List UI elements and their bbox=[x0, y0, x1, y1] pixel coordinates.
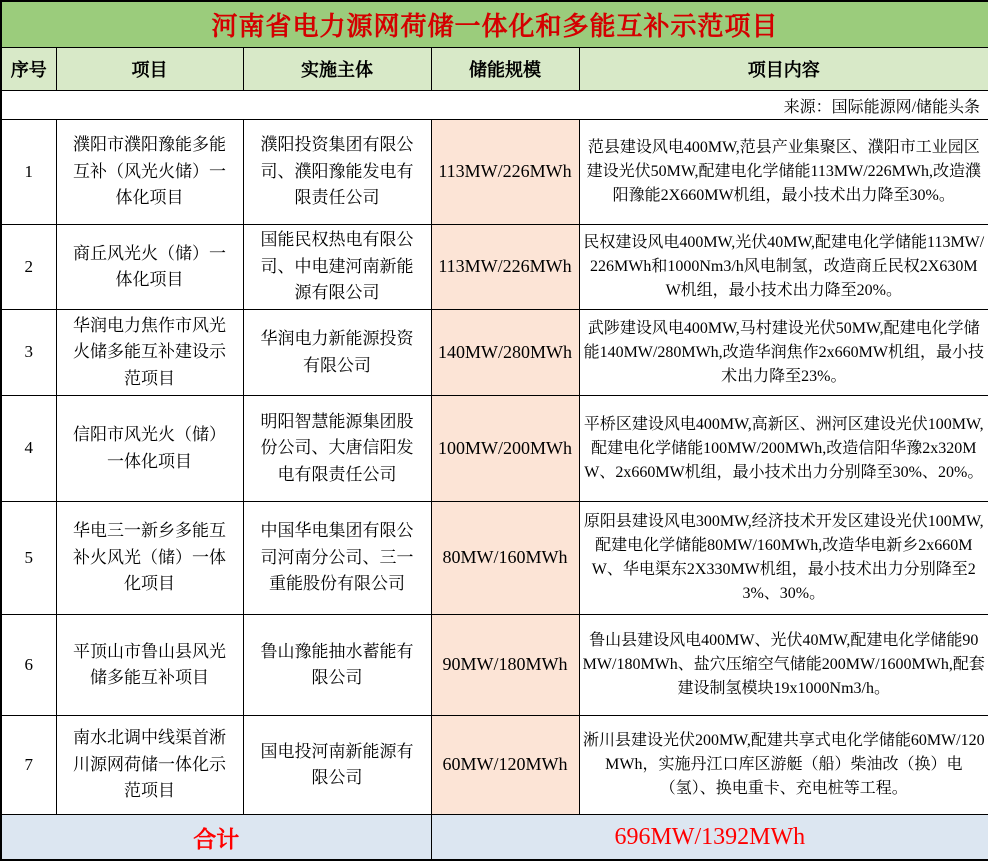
project-name: 华润电力焦作市风光火储多能互补建设示范项目 bbox=[56, 310, 243, 396]
storage-capacity: 100MW/200MWh bbox=[431, 396, 579, 502]
project-name: 濮阳市濮阳豫能多能互补（风光火储）一体化项目 bbox=[56, 120, 243, 225]
storage-capacity: 60MW/120MWh bbox=[431, 716, 579, 815]
table-row bbox=[1, 396, 988, 502]
column-header-entity: 实施主体 bbox=[243, 48, 431, 91]
storage-capacity: 140MW/280MWh bbox=[431, 310, 579, 396]
column-header-index: 序号 bbox=[1, 48, 56, 91]
table-row bbox=[1, 120, 988, 225]
project-content: 范县建设风电400MW,范县产业集聚区、濮阳市工业园区建设光伏50MW,配建电化学储能113MW/226MWh,改造濮阳豫能2X660MW机组，最小技术出力降至30%。 bbox=[579, 120, 988, 225]
page-title: 河南省电力源网荷储一体化和多能互补示范项目 bbox=[1, 1, 988, 48]
project-name: 信阳市风光火（储）一体化项目 bbox=[56, 396, 243, 502]
implementing-entity: 濮阳投资集团有限公司、濮阳豫能发电有限责任公司 bbox=[243, 120, 431, 225]
title-row bbox=[1, 1, 988, 48]
footer-row bbox=[1, 815, 988, 861]
project-name: 商丘风光火（储）一体化项目 bbox=[56, 225, 243, 310]
implementing-entity: 中国华电集团有限公司河南分公司、三一重能股份有限公司 bbox=[243, 502, 431, 615]
table-row bbox=[1, 716, 988, 815]
row-index: 4 bbox=[1, 396, 56, 502]
implementing-entity: 华润电力新能源投资有限公司 bbox=[243, 310, 431, 396]
header-row bbox=[1, 48, 988, 91]
project-content: 鲁山县建设风电400MW、光伏40MW,配建电化学储能90MW/180MWh、盐穴压缩空气储能200MW/1600MWh,配套建设制氢模块19x1000Nm3/h。 bbox=[579, 615, 988, 716]
row-index: 7 bbox=[1, 716, 56, 815]
project-name: 南水北调中线渠首淅川源网荷储一体化示范项目 bbox=[56, 716, 243, 815]
table-row bbox=[1, 615, 988, 716]
project-content: 武陟建设风电400MW,马村建设光伏50MW,配建电化学储能140MW/280MWh,改造华润焦作2x660MW机组，最小技术出力降至23%。 bbox=[579, 310, 988, 396]
row-index: 2 bbox=[1, 225, 56, 310]
storage-capacity: 113MW/226MWh bbox=[431, 120, 579, 225]
column-header-capacity: 储能规模 bbox=[431, 48, 579, 91]
project-name: 华电三一新乡多能互补火风光（储）一体化项目 bbox=[56, 502, 243, 615]
column-header-content: 项目内容 bbox=[579, 48, 988, 91]
total-value: 696MW/1392MWh bbox=[431, 815, 988, 861]
storage-capacity: 90MW/180MWh bbox=[431, 615, 579, 716]
source-row bbox=[1, 91, 988, 120]
total-label: 合计 bbox=[1, 815, 431, 861]
implementing-entity: 国能民权热电有限公司、中电建河南新能源有限公司 bbox=[243, 225, 431, 310]
storage-capacity: 113MW/226MWh bbox=[431, 225, 579, 310]
source-note: 来源：国际能源网/储能头条 bbox=[1, 91, 988, 120]
column-header-project: 项目 bbox=[56, 48, 243, 91]
implementing-entity: 明阳智慧能源集团股份公司、大唐信阳发电有限责任公司 bbox=[243, 396, 431, 502]
project-content: 民权建设风电400MW,光伏40MW,配建电化学储能113MW/226MWh和1000Nm3/h风电制氢，改造商丘民权2X630MW机组，最小技术出力降至20%。 bbox=[579, 225, 988, 310]
implementing-entity: 国电投河南新能源有限公司 bbox=[243, 716, 431, 815]
row-index: 6 bbox=[1, 615, 56, 716]
table-row bbox=[1, 502, 988, 615]
row-index: 5 bbox=[1, 502, 56, 615]
storage-capacity: 80MW/160MWh bbox=[431, 502, 579, 615]
table-row bbox=[1, 225, 988, 310]
project-content: 原阳县建设风电300MW,经济技术开发区建设光伏100MW,配建电化学储能80MW/160MWh,改造华电新乡2x660MW、华电渠东2X330MW机组，最小技术出力分别降至23%、30%。 bbox=[579, 502, 988, 615]
implementing-entity: 鲁山豫能抽水蓄能有限公司 bbox=[243, 615, 431, 716]
project-content: 平桥区建设风电400MW,高新区、洲河区建设光伏100MW,配建电化学储能100MW/200MWh,改造信阳华豫2x320MW、2x660MW机组，最小技术出力分别降至30%、20%。 bbox=[579, 396, 988, 502]
row-index: 1 bbox=[1, 120, 56, 225]
project-name: 平顶山市鲁山县风光储多能互补项目 bbox=[56, 615, 243, 716]
table-row bbox=[1, 310, 988, 396]
row-index: 3 bbox=[1, 310, 56, 396]
project-content: 淅川县建设光伏200MW,配建共享式电化学储能60MW/120MWh，实施丹江口库区游艇（船）柴油改（换）电（氢）、换电重卡、充电桩等工程。 bbox=[579, 716, 988, 815]
